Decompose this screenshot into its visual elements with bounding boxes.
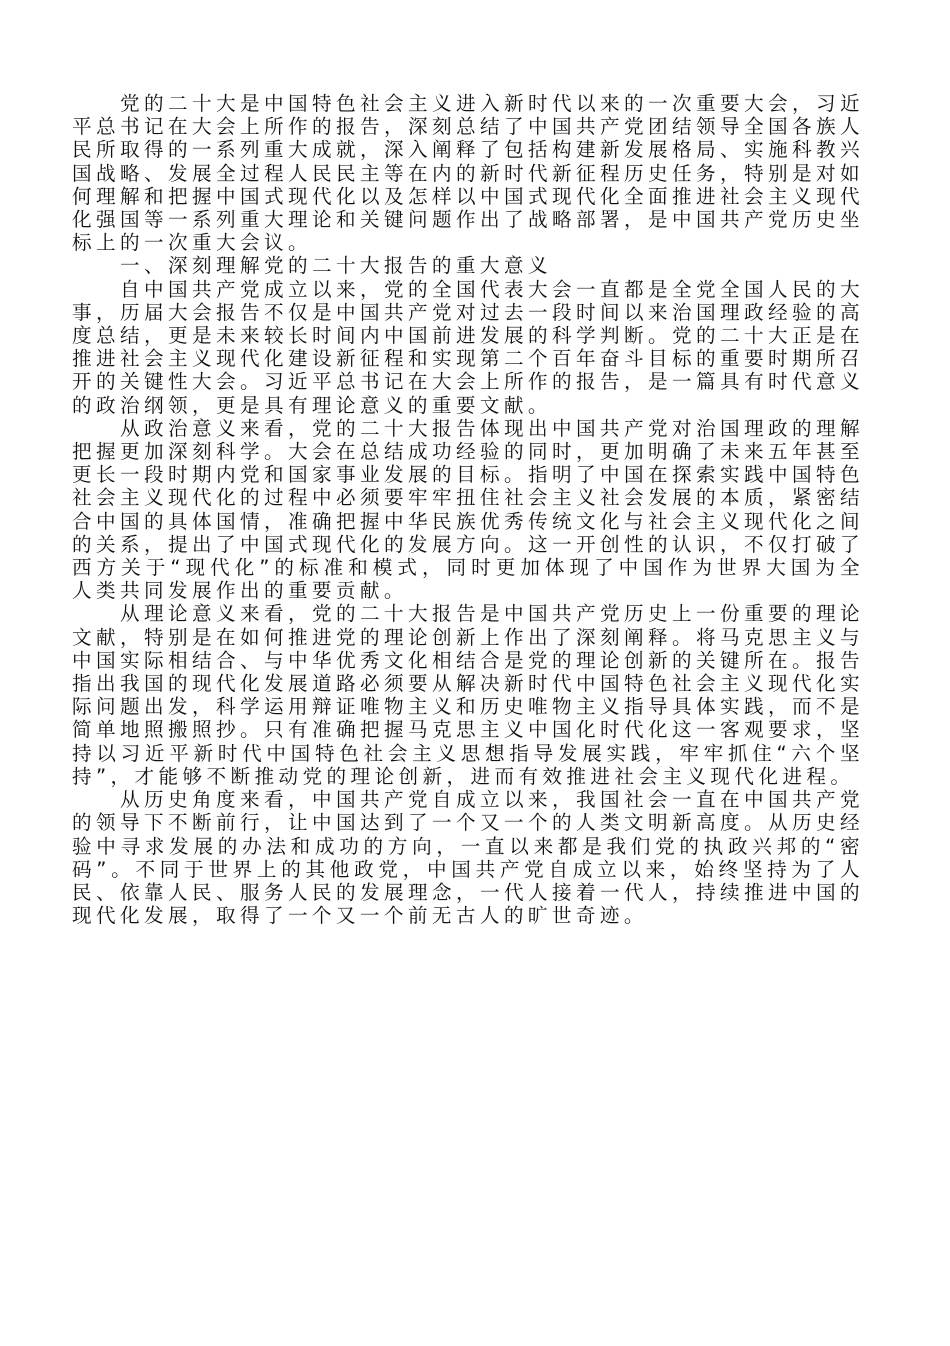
- significance-paragraph: 自中国共产党成立以来，党的全国代表大会一直都是全党全国人民的大事，历届大会报告不仅是中国共产党对过去一段时间以来治国理政经验的高度总结，更是未来较长时间内中国前进发展的科学判断。党的二十大正是在推进社会主义现代化建设新征程和实现第二个百年奋斗目标的重要时期所召开的关键性大会。习近平总书记在大会上所作的报告，是一篇具有时代意义的政治纲领，更是具有理论意义的重要文献。: [72, 277, 864, 417]
- document-body: [72, 92, 864, 927]
- political-significance-paragraph: 从政治意义来看，党的二十大报告体现出中国共产党对治国理政的理解把握更加深刻科学。大会在总结成功经验的同时，更加明确了未来五年甚至更长一段时期内党和国家事业发展的目标。指明了中国在探索实践中国特色社会主义现代化的过程中必须要牢牢扭住社会主义社会发展的本质，紧密结合中国的具体国情，准确把握中华民族优秀传统文化与社会主义现代化之间的关系，提出了中国式现代化的发展方向。这一开创性的认识，不仅打破了西方关于“现代化”的标准和模式，同时更加体现了中国作为世界大国为全人类共同发展作出的重要贡献。: [72, 416, 864, 603]
- section-heading: 一、深刻理解党的二十大报告的重大意义: [120, 254, 552, 278]
- theoretical-significance-paragraph: 从理论意义来看，党的二十大报告是中国共产党历史上一份重要的理论文献，特别是在如何推进党的理论创新上作出了深刻阐释。将马克思主义与中国实际相结合、与中华优秀文化相结合是党的理论创新的关键所在。报告指出我国的现代化发展道路必须要从解决新时代中国特色社会主义现代化实际问题出发，科学运用辩证唯物主义和历史唯物主义指导具体实践，而不是简单地照搬照抄。只有准确把握马克思主义中国化时代化这一客观要求，坚持以习近平新时代中国特色社会主义思想指导发展实践，牢牢抓住“六个坚持”，才能够不断推动党的理论创新，进而有效推进社会主义现代化进程。: [72, 602, 864, 788]
- historical-perspective-paragraph: 从历史角度来看，中国共产党自成立以来，我国社会一直在中国共产党的领导下不断前行，让中国达到了一个又一个的人类文明新高度。从历史经验中寻求发展的办法和成功的方向，一直以来都是我们党的执政兴邦的“密码”。不同于世界上的其他政党，中国共产党自成立以来，始终坚持为了人民、依靠人民、服务人民的发展理念，一代人接着一代人，持续推进中国的现代化发展，取得了一个又一个前无古人的旷世奇迹。: [72, 788, 864, 928]
- intro-paragraph: 党的二十大是中国特色社会主义进入新时代以来的一次重要大会，习近平总书记在大会上所作的报告，深刻总结了中国共产党团结领导全国各族人民所取得的一系列重大成就，深入阐释了包括构建新发展格局、实施科教兴国战略、发展全过程人民民主等在内的新时代新征程历史任务，特别是对如何理解和把握中国式现代化以及怎样以中国式现代化全面推进社会主义现代化强国等一系列重大理论和关键问题作出了战略部署，是中国共产党历史坐标上的一次重大会议。: [72, 92, 864, 255]
